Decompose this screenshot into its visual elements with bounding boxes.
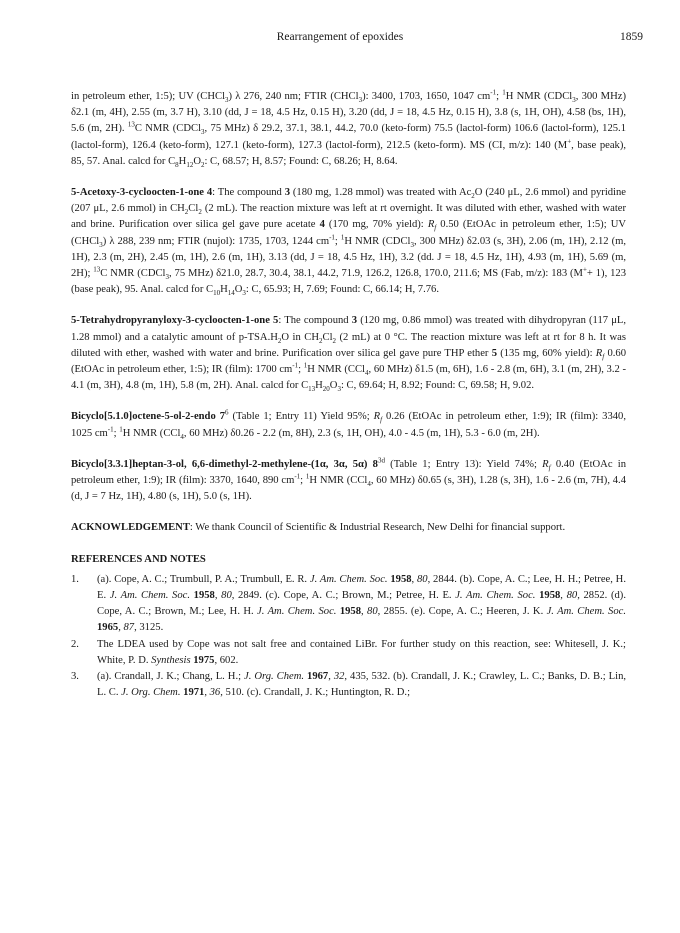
reference-number: 2.	[71, 638, 79, 650]
reference-number: 1.	[71, 573, 79, 585]
paragraph-compound-7: Bicyclo[5.1.0]octene-5-ol-2-endo $7^6$ (Table 1; Entry 11) Yield 95%; $R_f$ 0.26 (EtOAc in petroleum ether, 1:9); IR (film): 3340, 1025 $cm^{-1}$; $^1$H NMR (CCl$_4$, 60 MHz) δ0.26 - 2.2 (m, 8H), 2.3 (s, 1H, OH), 4.0 - 4.5 (m, 1H), 5.3 - 6.0 (m, 2H).	[71, 408, 626, 441]
paragraph-compound-3-data: in petroleum ether, 1:5); UV (CHCl$_3$) λ 276, 240 nm; FTIR (CHCl$_3$): 3400, 1703, 1650, 1047 $cm^{-1}$; $^1$H NMR (CDCl$_3$, 300 MHz) δ2.1 (m, 4H), 2.55 (m, 3.7 H), 3.10 (dd, J = 18, 4.5 Hz, 0.15 H), 3.20 (dd, J = 18, 4.5 Hz, 0.15 H), 3.8 (s, 1H, OH), 4.58 (bs, 1H), 5.6 (m, 2H). $^{13}$C NMR (CDCl$_3$, 75 MHz) δ 29.2, 37.1, 38.1, 44.2, 70.0 (keto-form) 75.5 (lactol-form) 106.6 (lactol-form), 125.1 (lactol-form), 126.4 (keto-form), 127.1 (keto-form), 127.3 (lactol-form), 212.5 (keto-form). MS (CI, m/z): 140 (M+, base peak), 85, 57. Anal. calcd for $C_8H_{12}O_2$: C, 68.57; H, 8.57; Found: C, 68.26; H, 8.64.	[71, 88, 627, 169]
paragraph-compound-8: Bicyclo[3.3.1]heptan-3-ol, 6,6-dimethyl-2-methylene-(1α, 3α, 5α) $8^{3d}$ (Table 1; Entry 13): Yield 74%; $R_f$ 0.40 (EtOAc in petroleum ether, 1:9); IR (film): 3370, 1640, 890 $cm^{-1}$; $^1$H NMR (CCl$_4$, 60 MHz) δ0.65 (s, 3H), 1.28 (s, 3H), 1.6 - 2.6 (m, 7H), 4.4 (d, J = 7 Hz, 1H), 4.80 (s, 1H), 5.0 (s, 1H).	[71, 456, 626, 503]
paragraph-compound-5: 5-Tetrahydropyranyloxy-3-cycloocten-1-one 5: The compound 3 (120 mg, 0.86 mmol) was treated with dihydropyran (117 μL, 1.28 mmol) and a catalytic amount of $p-TSA.H_2O$ in $CH_2Cl_2$ (2 mL) at 0 °C. The reaction mixture was left at rt for 8 h. It was diluted with ether, washed with water and brine. Purification over silica gel gave pure THP ether 5 (135 mg, 60% yield): $R_f$ 0.60 (EtOAc in petroleum ether, 1:5); IR (film): 1700 $cm^{-1}$; $^1$H NMR (CCl$_4$, 60 MHz) δ1.5 (m, 6H), 1.6 - 2.8 (m, 6H), 3.1 (m, 2H), 3.2 - 4.1 (m, 3H), 4.8 (m, 1H), 5.8 (m, 2H). Anal. calcd for $C_{13}H_{20}O_3$: C, 69.64; H, 8.92; Found: C, 69.58; H, 9.02.	[71, 315, 627, 394]
running-title: Rearrangement of epoxides	[276, 31, 404, 43]
reference-text: The LDEA used by Cope was not salt free and contained LiBr. For further study on this reaction, see: Whitesell, J. K.; White, P. D. Synthesis 1975, 602.	[97, 638, 626, 666]
reference-number: 3.	[71, 671, 79, 683]
reference-item	[71, 637, 626, 669]
reference-item	[71, 572, 626, 637]
references-heading: REFERENCES AND NOTES	[71, 553, 206, 565]
acknowledgement: ACKNOWLEDGEMENT: We thank Council of Scientific & Industrial Research, New Delhi for financial support.	[71, 522, 566, 534]
page-number: 1859	[620, 31, 643, 43]
reference-text: (a). Crandall, J. K.; Chang, L. H.; J. Org. Chem. 1967, 32, 435, 532. (b). Crandall, J. K.; Crawley, L. C.; Banks, D. B.; Lin, L. C. J. Org. Chem. 1971, 36, 510. (c). Crandall, J. K.; Huntington, R. D.;	[97, 671, 627, 699]
paragraph-compound-4: 5-Acetoxy-3-cycloocten-1-one 4: The compound 3 (180 mg, 1.28 mmol) was treated with $Ac_2O$ (240 μL, 2.6 mmol) and pyridine (207 μL, 2.6 mmol) in $CH_2Cl_2$ (2 mL). The reaction mixture was left at rt overnight. It was diluted with ether, washed with water and brine. Purification over silica gel gave pure acetate 4 (170 mg, 70% yield): $R_f$ 0.50 (EtOAc in petroleum ether, 1:5); UV (CHCl$_3$) λ 288, 239 nm; FTIR (nujol): 1735, 1703, 1244 $cm^{-1}$; $^1$H NMR (CDCl$_3$, 300 MHz) δ2.03 (s, 3H), 2.06 (m, 1H), 2.12 (m, 1H), 2.3 (m, 2H), 2.45 (m, 1H), 2.6 (m, 1H), 3.13 (dd, J = 18, 4.5 Hz, 1H), 3.2 (dd. J = 18, 4.5 Hz, 1H), 4.93 (m, 1H), 5.69 (m, 2H); $^{13}$C NMR (CDCl$_3$, 75 MHz) δ21.0, 28.7, 30.4, 38.1, 44.2, 71.9, 126.2, 126.8, 170.0, 211.6; MS (Fab, m/z): 183 (M++ 1), 123 (base peak), 95. Anal. calcd for $C_{10}H_{14}O_3$: C, 65.93; H, 7.69; Found: C, 66.14; H, 7.76.	[71, 187, 627, 298]
reference-text: (a). Cope, A. C.; Trumbull, P. A.; Trumbull, E. R. J. Am. Chem. Soc. 1958, 80, 2844. (b). Cope, A. C.; Lee, H. H.; Petree, H. E. J. Am. Chem. Soc. 1958, 80, 2849. (c). Cope, A. C.; Brown, M.; Petree, H. E. J. Am. Chem. Soc. 1958, 80, 2852. (d). Cope, A. C.; Brown, M.; Lee, H. H. J. Am. Chem. Soc. 1958, 80, 2855. (e). Cope, A. C.; Heeren, J. K. J. Am. Chem. Soc. 1965, 87, 3125.	[97, 573, 626, 634]
reference-item	[71, 669, 626, 701]
article-body	[71, 89, 626, 702]
